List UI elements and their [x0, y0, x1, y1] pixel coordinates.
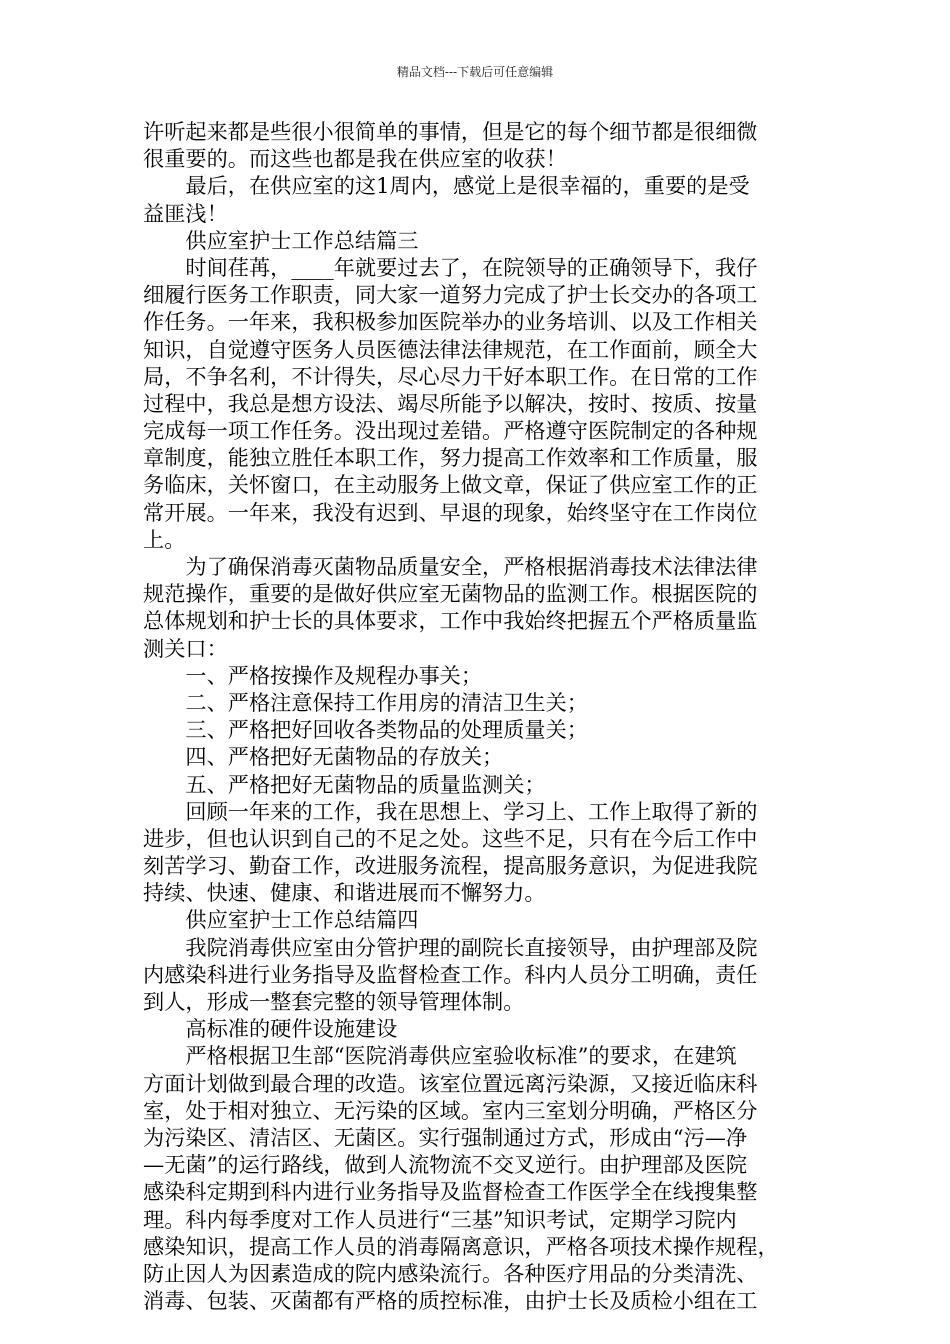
text-line: 到人，形成一整套完整的领导管理体制。: [143, 989, 525, 1014]
text-line: 最后，在供应室的这1周内，感觉上是很幸福的，重要的是受: [143, 173, 750, 199]
text-line: 为了确保消毒灭菌物品质量安全，严格根据消毒技术法律法律: [143, 554, 758, 579]
text-line: 知识，自觉遵守医务人员医德法律法律规范，在工作面前，顾全大: [143, 336, 758, 362]
text-line: 防止因人为因素造成的院内感染流行。各种医疗用品的分类清洗、: [143, 1260, 758, 1286]
text-line: 五、严格把好无菌物品的质量监测关；: [143, 771, 546, 797]
text-line: 回顾一年来的工作，我在思想上、学习上、工作上取得了新的: [143, 798, 758, 824]
text-line: 为污染区、清洁区、无菌区。实行强制通过方式，形成由“污—净: [143, 1124, 748, 1150]
text-line: 供应室护士工作总结篇三: [143, 227, 419, 253]
text-line: 室，处于相对独立、无污染的区域。室内三室划分明确，严格区分: [143, 1097, 758, 1123]
text-line: 严格根据卫生部“医院消毒供应室验收标准”的要求，在建筑: [143, 1043, 737, 1069]
text-line: 过程中，我总是想方设法、竭尽所能予以解决，按时、按质、按量: [143, 390, 758, 416]
text-line: 许听起来都是些很小很简单的事情，但是它的每个细节都是很细微: [143, 119, 758, 144]
text-line: 务临床，关怀窗口，在主动服务上做文章，保证了供应室工作的正: [143, 472, 758, 498]
text-line: 局，不争名利，不计得失，尽心尽力干好本职工作。在日常的工作: [143, 363, 758, 389]
text-line: 作任务。一年来，我积极参加医院举办的业务培训、以及工作相关: [143, 309, 758, 335]
text-line: 供应室护士工作总结篇四: [143, 907, 419, 933]
text-line: 感染科定期到科内进行业务指导及监督检查工作医学全在线搜集整: [143, 1179, 758, 1205]
text-line: 进步，但也认识到自己的不足之处。这些不足，只有在今后工作中: [143, 825, 758, 851]
text-line: 二、严格注意保持工作用房的清洁卫生关；: [143, 689, 588, 715]
text-line: 很重要的。而这些也都是我在供应室的收获！: [143, 146, 567, 172]
text-line: —无菌”的运行路线，做到人流物流不交叉逆行。由护理部及医院: [143, 1152, 748, 1178]
text-line: 益匪浅！: [143, 200, 228, 226]
text-line: 时间荏苒，____年就要过去了，在院领导的正确领导下，我仔: [143, 254, 758, 280]
text-line: 内感染科进行业务指导及监督检查工作。科内人员分工明确，责任: [143, 961, 758, 987]
text-line: 三、严格把好回收各类物品的处理质量关；: [143, 717, 588, 743]
page-header: 精品文档---下载后可任意编辑: [396, 65, 554, 79]
text-line: 常开展。一年来，我没有迟到、早退的现象，始终坚守在工作岗位: [143, 499, 758, 525]
text-line: 刻苦学习、勤奋工作，改进服务流程，提高服务意识，为促进我院: [143, 853, 758, 879]
document-body: [143, 118, 813, 1314]
text-line: 方面计划做到最合理的改造。该室位置远离污染源，又接近临床科: [143, 1070, 758, 1096]
text-line: 完成每一项工作任务。没出现过差错。严格遵守医院制定的各种规: [143, 418, 758, 444]
text-line: 细履行医务工作职责，同大家一道努力完成了护士长交办的各项工: [143, 282, 758, 308]
text-line: 四、严格把好无菌物品的存放关；: [143, 744, 504, 770]
text-line: 持续、快速、健康、和谐进展而不懈努力。: [143, 880, 546, 906]
text-line: 章制度，能独立胜任本职工作，努力提高工作效率和工作质量，服: [143, 445, 758, 471]
text-line: 总体规划和护士长的具体要求，工作中我始终把握五个严格质量监: [143, 608, 758, 634]
text-line: 规范操作，重要的是做好供应室无菌物品的监测工作。根据医院的: [143, 581, 758, 607]
text-line: 一、严格按操作及规程办事关；: [143, 662, 483, 688]
text-line: 测关口：: [143, 635, 228, 661]
text-line: 消毒、包装、灭菌都有严格的质控标准，由护士长及质检小组在工: [143, 1288, 758, 1314]
text-line: 我院消毒供应室由分管护理的副院长直接领导，由护理部及院: [143, 934, 758, 960]
text-line: 上。: [143, 526, 186, 552]
text-line: 感染知识，提高工作人员的消毒隔离意识，严格各项技术操作规程，: [143, 1233, 779, 1259]
text-line: 理。科内每季度对工作人员进行“三基”知识考试，定期学习院内: [143, 1206, 737, 1232]
text-line: 高标准的硬件设施建设: [143, 1016, 398, 1042]
